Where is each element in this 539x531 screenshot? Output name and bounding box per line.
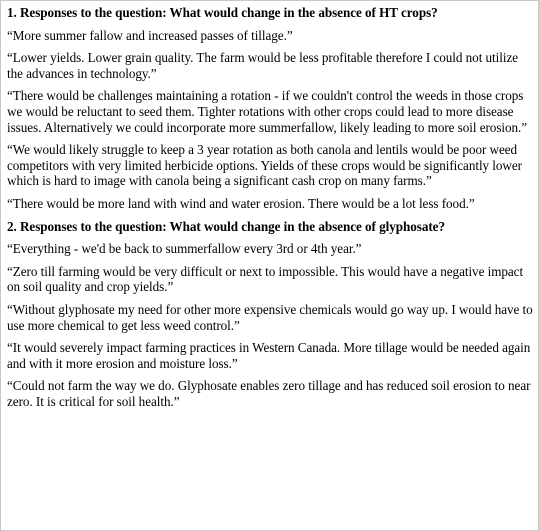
section-glyphosate	[7, 219, 535, 410]
response-quote: “There would be more land with wind and water erosion. There would be a lot less food.”	[7, 195, 475, 211]
response-quote: “Could not farm the way we do. Glyphosate enables zero tillage and has reduced soil erosion to near zero. It is critical for soil health.”	[7, 378, 531, 409]
response-quote: “Zero till farming would be very difficult or next to impossible. This would have a negative impact on soil quality and crop yields.”	[7, 263, 524, 295]
section-ht-crops	[7, 5, 535, 212]
response-quote: “There would be challenges maintaining a rotation - if we couldn't control the weeds in those crops we would be reluctant to seed them. Tighter rotations with other crops could lead to more disease issues. Alternatively we could incorporate more summerfallow, likely leading to more soil erosion.”	[7, 88, 528, 135]
document-body	[7, 5, 535, 416]
response-quote: “Everything - we'd be back to summerfallow every 3rd or 4th year.”	[7, 241, 362, 257]
response-quote: “More summer fallow and increased passes of tillage.”	[7, 27, 293, 43]
response-quote: “It would severely impact farming practices in Western Canada. More tillage would be needed again and with it more erosion and moisture loss.”	[7, 340, 531, 371]
section-heading: 2. Responses to the question: What would change in the absence of glyphosate?	[7, 218, 445, 234]
response-quote: “We would likely struggle to keep a 3 year rotation as both canola and lentils would be poor weed competitors with very limited herbicide options. Yields of these crops would be significantly lower which is hard to image with canola being a significant cash crop on many farms.”	[7, 142, 522, 189]
response-quote: “Without glyphosate my need for other more expensive chemicals would go way up. I would have to use more chemical to get less weed control.”	[7, 301, 533, 333]
response-quote: “Lower yields. Lower grain quality. The farm would be less profitable therefore I could not utilize the advances in technology.”	[7, 50, 519, 81]
section-heading: 1. Responses to the question: What would change in the absence of HT crops?	[7, 5, 438, 20]
